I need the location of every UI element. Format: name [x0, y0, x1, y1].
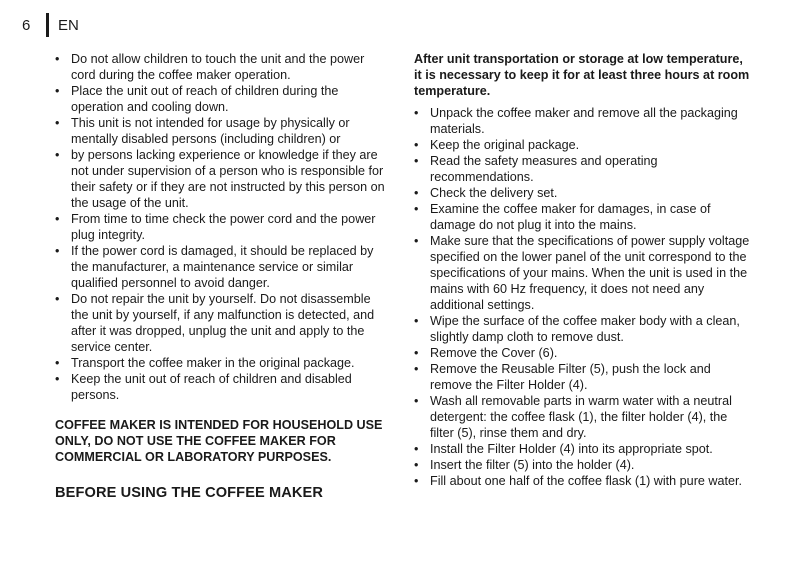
list-item: • Unpack the coffee maker and remove all the packaging materials.	[414, 105, 754, 137]
list-item: • Wash all removable parts in warm water with a neutral detergent: the coffee flask (1), the filter holder (4), the filter (5), rinse them and dry.	[414, 393, 754, 441]
list-item: • Place the unit out of reach of children during the operation and cooling down.	[55, 83, 390, 115]
list-item: • Insert the filter (5) into the holder (4).	[414, 457, 754, 473]
list-item: • From time to time check the power cord and the power plug integrity.	[55, 211, 390, 243]
list-item: • Install the Filter Holder (4) into its appropriate spot.	[414, 441, 754, 457]
list-item: • Do not repair the unit by yourself. Do not disassemble the unit by yourself, if any malfunction is detected, and after it was dropped, unplug the unit and apply to the service center.	[55, 291, 390, 355]
right-column	[414, 51, 754, 489]
page-header	[22, 12, 79, 38]
left-column	[55, 51, 390, 501]
list-item: • If the power cord is damaged, it should be replaced by the manufacturer, a maintenance service or similar qualified personnel to avoid danger.	[55, 243, 390, 291]
list-item: • Read the safety measures and operating recommendations.	[414, 153, 754, 185]
list-item: • Keep the original package.	[414, 137, 754, 153]
list-item: • Remove the Cover (6).	[414, 345, 754, 361]
list-item: • Wipe the surface of the coffee maker body with a clean, slightly damp cloth to remove dust.	[414, 313, 754, 345]
list-item: • by persons lacking experience or knowledge if they are not under supervision of a person who is responsible for their safety or if they are not instructed by this person on the usage of the unit.	[55, 147, 390, 211]
list-item: • This unit is not intended for usage by physically or mentally disabled persons (including children) or	[55, 115, 390, 147]
list-item: • Make sure that the specifications of power supply voltage specified on the lower panel of the unit correspond to the specifications of your mains. When the unit is used in the mains with 60 Hz frequency, it does not need any additional settings.	[414, 233, 754, 313]
household-use-warning: COFFEE MAKER IS INTENDED FOR HOUSEHOLD USE ONLY, DO NOT USE THE COFFEE MAKER FOR COMMERCIAL OR LABORATORY PURPOSES.	[55, 418, 383, 464]
list-item: • Remove the Reusable Filter (5), push the lock and remove the Filter Holder (4).	[414, 361, 754, 393]
preparation-list	[414, 105, 754, 489]
list-item: • Check the delivery set.	[414, 185, 754, 201]
page-number: 6	[22, 16, 31, 34]
list-item: • Keep the unit out of reach of children and disabled persons.	[55, 371, 390, 403]
section-title: BEFORE USING THE COFFEE MAKER	[55, 485, 324, 501]
header-divider	[46, 13, 49, 37]
list-item: • Do not allow children to touch the unit and the power cord during the coffee maker operation.	[55, 51, 390, 83]
storage-note: After unit transportation or storage at low temperature, it is necessary to keep it for at least three hours at room temperature.	[414, 52, 750, 98]
list-item: • Examine the coffee maker for damages, in case of damage do not plug it into the mains.	[414, 201, 754, 233]
list-item: • Transport the coffee maker in the original package.	[55, 355, 390, 371]
language-code: EN	[58, 16, 79, 34]
list-item: • Fill about one half of the coffee flask (1) with pure water.	[414, 473, 754, 489]
safety-list	[55, 51, 390, 403]
